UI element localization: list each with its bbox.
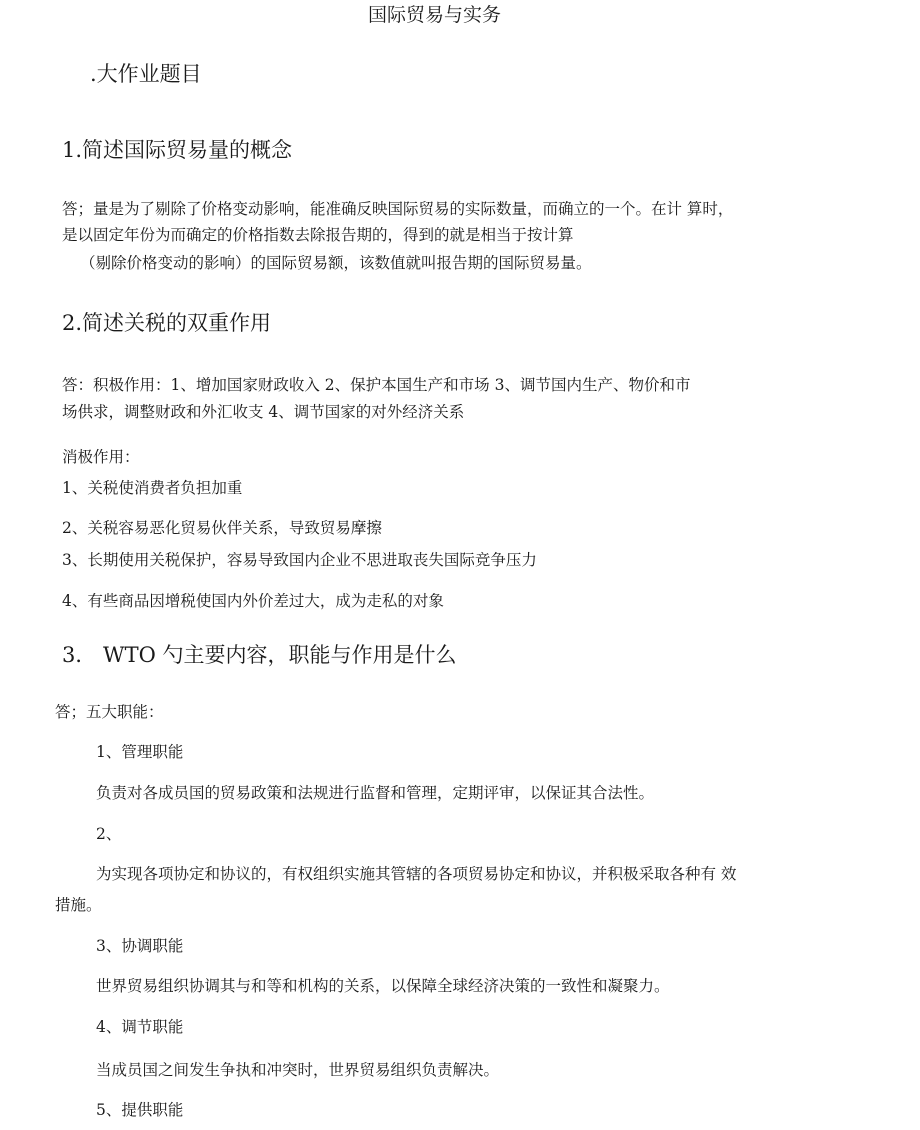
document-title: 国际贸易与实务 xyxy=(368,4,502,26)
function-3-title: 3、协调职能 xyxy=(96,937,184,955)
question-3-intro: 答；五大职能： xyxy=(55,703,164,721)
question-1-answer-line-2: 是以固定年份为而确定的价格指数去除报告期的，得到的就是相当于按计算 xyxy=(62,226,574,244)
question-2-negative-label: 消极作用： xyxy=(62,448,140,466)
function-4-text: 当成员国之间发生争执和冲突时，世界贸易组织负责解决。 xyxy=(96,1061,500,1079)
question-2-negative-item: 4、有些商品因增税使国内外价差过大，成为走私的对象 xyxy=(62,592,444,610)
question-3-heading: 3． WTO 勺主要内容，职能与作用是什么 xyxy=(62,643,457,667)
question-1-heading: 1.简述国际贸易量的概念 xyxy=(62,138,293,162)
question-2-heading: 2.简述关税的双重作用 xyxy=(62,311,272,335)
function-3-text: 世界贸易组织协调其与和等和机构的关系，以保障全球经济决策的一致性和凝聚力。 xyxy=(96,977,670,995)
question-2-positive-line-2: 场供求，调整财政和外汇收支 4、调节国家的对外经济关系 xyxy=(62,403,465,421)
function-4-title: 4、调节职能 xyxy=(96,1018,184,1036)
question-2-negative-item: 2、关税容易恶化贸易伙伴关系，导致贸易摩擦 xyxy=(62,519,382,537)
question-2-negative-item: 3、长期使用关税保护，容易导致国内企业不思进取丧失国际竞争压力 xyxy=(62,551,537,569)
function-2-title: 2、 xyxy=(96,825,122,843)
function-1-text: 负责对各成员国的贸易政策和法规进行监督和管理，定期评审，以保证其合法性。 xyxy=(96,784,655,802)
question-2-negative-item: 1、关税使消费者负担加重 xyxy=(62,479,243,497)
function-1-title: 1、管理职能 xyxy=(96,743,184,761)
question-1-answer-line-3: （剔除价格变动的影响）的国际贸易额，该数值就叫报告期的国际贸易量。 xyxy=(80,254,592,272)
function-2-text-line-2: 措施。 xyxy=(55,896,102,914)
function-5-title: 5、提供职能 xyxy=(96,1101,184,1119)
section-heading: .大作业题目 xyxy=(90,62,202,86)
question-2-positive-line-1: 答：积极作用：1、增加国家财政收入 2、保护本国生产和市场 3、调节国内生产、物价和市 xyxy=(62,376,691,394)
question-1-answer-line-1: 答；量是为了剔除了价格变动影响，能准确反映国际贸易的实际数量，而确立的一个。在计 算时， xyxy=(62,200,734,218)
function-2-text-line-1: 为实现各项协定和协议的，有权组织实施其管辖的各项贸易协定和协议，并积极采取各种有 效 xyxy=(96,865,737,883)
